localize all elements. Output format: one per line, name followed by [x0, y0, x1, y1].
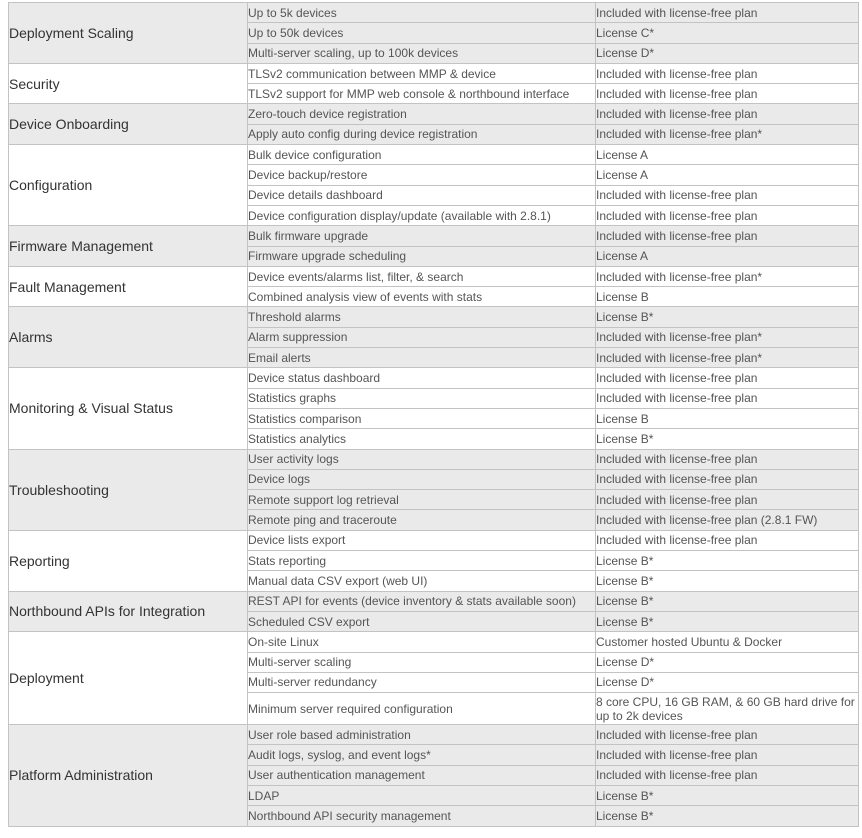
- feature-cell: Device events/alarms list, filter, & search: [248, 266, 596, 286]
- feature-cell: Audit logs, syslog, and event logs*: [248, 745, 596, 765]
- feature-cell: Remote ping and traceroute: [248, 510, 596, 530]
- feature-cell: Up to 50k devices: [248, 23, 596, 43]
- feature-cell: Device lists export: [248, 530, 596, 550]
- license-cell: Included with license-free plan: [596, 469, 859, 489]
- category-cell: Deployment: [9, 632, 248, 725]
- category-cell: Fault Management: [9, 266, 248, 307]
- feature-cell: Device status dashboard: [248, 368, 596, 388]
- feature-cell: User role based administration: [248, 725, 596, 745]
- license-cell: Included with license-free plan: [596, 3, 859, 23]
- feature-cell: User authentication management: [248, 765, 596, 785]
- category-cell: Firmware Management: [9, 226, 248, 267]
- feature-cell: Apply auto config during device registration: [248, 124, 596, 144]
- license-cell: License A: [596, 246, 859, 266]
- license-cell: Customer hosted Ubuntu & Docker: [596, 632, 859, 652]
- license-cell: Included with license-free plan: [596, 745, 859, 765]
- feature-cell: REST API for events (device inventory & stats available soon): [248, 591, 596, 611]
- license-cell: License A: [596, 145, 859, 165]
- category-cell: Configuration: [9, 145, 248, 226]
- table-row: [9, 226, 859, 246]
- feature-cell: Statistics analytics: [248, 429, 596, 449]
- feature-cell: Device configuration display/update (available with 2.8.1): [248, 205, 596, 225]
- feature-cell: Alarm suppression: [248, 327, 596, 347]
- feature-cell: TLSv2 support for MMP web console & northbound interface: [248, 84, 596, 104]
- category-cell: Alarms: [9, 307, 248, 368]
- category-cell: Northbound APIs for Integration: [9, 591, 248, 632]
- license-cell: Included with license-free plan: [596, 765, 859, 785]
- category-cell: Monitoring & Visual Status: [9, 368, 248, 449]
- feature-cell: Device backup/restore: [248, 165, 596, 185]
- feature-license-table: [8, 2, 859, 827]
- license-cell: License C*: [596, 23, 859, 43]
- license-cell: License B: [596, 408, 859, 428]
- license-cell: Included with license-free plan*: [596, 348, 859, 368]
- feature-cell: Bulk device configuration: [248, 145, 596, 165]
- license-cell: Included with license-free plan: [596, 205, 859, 225]
- feature-cell: On-site Linux: [248, 632, 596, 652]
- license-cell: Included with license-free plan: [596, 725, 859, 745]
- license-cell: License B: [596, 287, 859, 307]
- table-row: [9, 145, 859, 165]
- table-row: [9, 307, 859, 327]
- table-row: [9, 449, 859, 469]
- category-cell: Deployment Scaling: [9, 3, 248, 64]
- license-cell: License B*: [596, 571, 859, 591]
- license-cell: License D*: [596, 43, 859, 63]
- license-cell: License A: [596, 165, 859, 185]
- license-cell: License B*: [596, 307, 859, 327]
- feature-cell: Remote support log retrieval: [248, 490, 596, 510]
- license-cell: License B*: [596, 806, 859, 826]
- table-row: [9, 530, 859, 550]
- feature-cell: Stats reporting: [248, 551, 596, 571]
- license-cell: Included with license-free plan*: [596, 124, 859, 144]
- feature-cell: Up to 5k devices: [248, 3, 596, 23]
- category-cell: Platform Administration: [9, 725, 248, 826]
- feature-cell: Multi-server scaling, up to 100k devices: [248, 43, 596, 63]
- license-cell: 8 core CPU, 16 GB RAM, & 60 GB hard drive for up to 2k devices: [596, 693, 859, 725]
- license-cell: Included with license-free plan: [596, 368, 859, 388]
- table-body: [9, 3, 859, 827]
- license-cell: Included with license-free plan: [596, 490, 859, 510]
- license-cell: Included with license-free plan: [596, 63, 859, 83]
- table-row: [9, 104, 859, 124]
- license-cell: Included with license-free plan: [596, 226, 859, 246]
- table-row: [9, 63, 859, 83]
- license-cell: License B*: [596, 591, 859, 611]
- category-cell: Device Onboarding: [9, 104, 248, 145]
- feature-cell: Northbound API security management: [248, 806, 596, 826]
- license-cell: Included with license-free plan: [596, 185, 859, 205]
- license-cell: Included with license-free plan*: [596, 266, 859, 286]
- table-row: [9, 3, 859, 23]
- license-cell: License D*: [596, 672, 859, 692]
- feature-cell: Statistics comparison: [248, 408, 596, 428]
- feature-cell: Firmware upgrade scheduling: [248, 246, 596, 266]
- license-cell: Included with license-free plan: [596, 449, 859, 469]
- table-row: [9, 591, 859, 611]
- license-cell: License B*: [596, 551, 859, 571]
- feature-cell: TLSv2 communication between MMP & device: [248, 63, 596, 83]
- feature-cell: Email alerts: [248, 348, 596, 368]
- license-cell: Included with license-free plan (2.8.1 FW): [596, 510, 859, 530]
- feature-cell: LDAP: [248, 785, 596, 805]
- feature-cell: Minimum server required configuration: [248, 693, 596, 725]
- feature-cell: Device details dashboard: [248, 185, 596, 205]
- feature-cell: Zero-touch device registration: [248, 104, 596, 124]
- feature-cell: Scheduled CSV export: [248, 611, 596, 631]
- license-cell: License B*: [596, 611, 859, 631]
- category-cell: Troubleshooting: [9, 449, 248, 530]
- feature-cell: Bulk firmware upgrade: [248, 226, 596, 246]
- license-cell: License D*: [596, 652, 859, 672]
- table-row: [9, 368, 859, 388]
- license-cell: Included with license-free plan*: [596, 327, 859, 347]
- category-cell: Security: [9, 63, 248, 104]
- license-cell: Included with license-free plan: [596, 104, 859, 124]
- license-cell: License B*: [596, 785, 859, 805]
- feature-cell: Threshold alarms: [248, 307, 596, 327]
- license-cell: License B*: [596, 429, 859, 449]
- table-row: [9, 725, 859, 745]
- license-cell: Included with license-free plan: [596, 388, 859, 408]
- category-cell: Reporting: [9, 530, 248, 591]
- feature-cell: Multi-server scaling: [248, 652, 596, 672]
- table-row: [9, 266, 859, 286]
- table-row: [9, 632, 859, 652]
- license-cell: Included with license-free plan: [596, 530, 859, 550]
- feature-cell: Combined analysis view of events with stats: [248, 287, 596, 307]
- license-cell: Included with license-free plan: [596, 84, 859, 104]
- feature-cell: Statistics graphs: [248, 388, 596, 408]
- feature-cell: Device logs: [248, 469, 596, 489]
- feature-cell: Multi-server redundancy: [248, 672, 596, 692]
- feature-cell: Manual data CSV export (web UI): [248, 571, 596, 591]
- feature-cell: User activity logs: [248, 449, 596, 469]
